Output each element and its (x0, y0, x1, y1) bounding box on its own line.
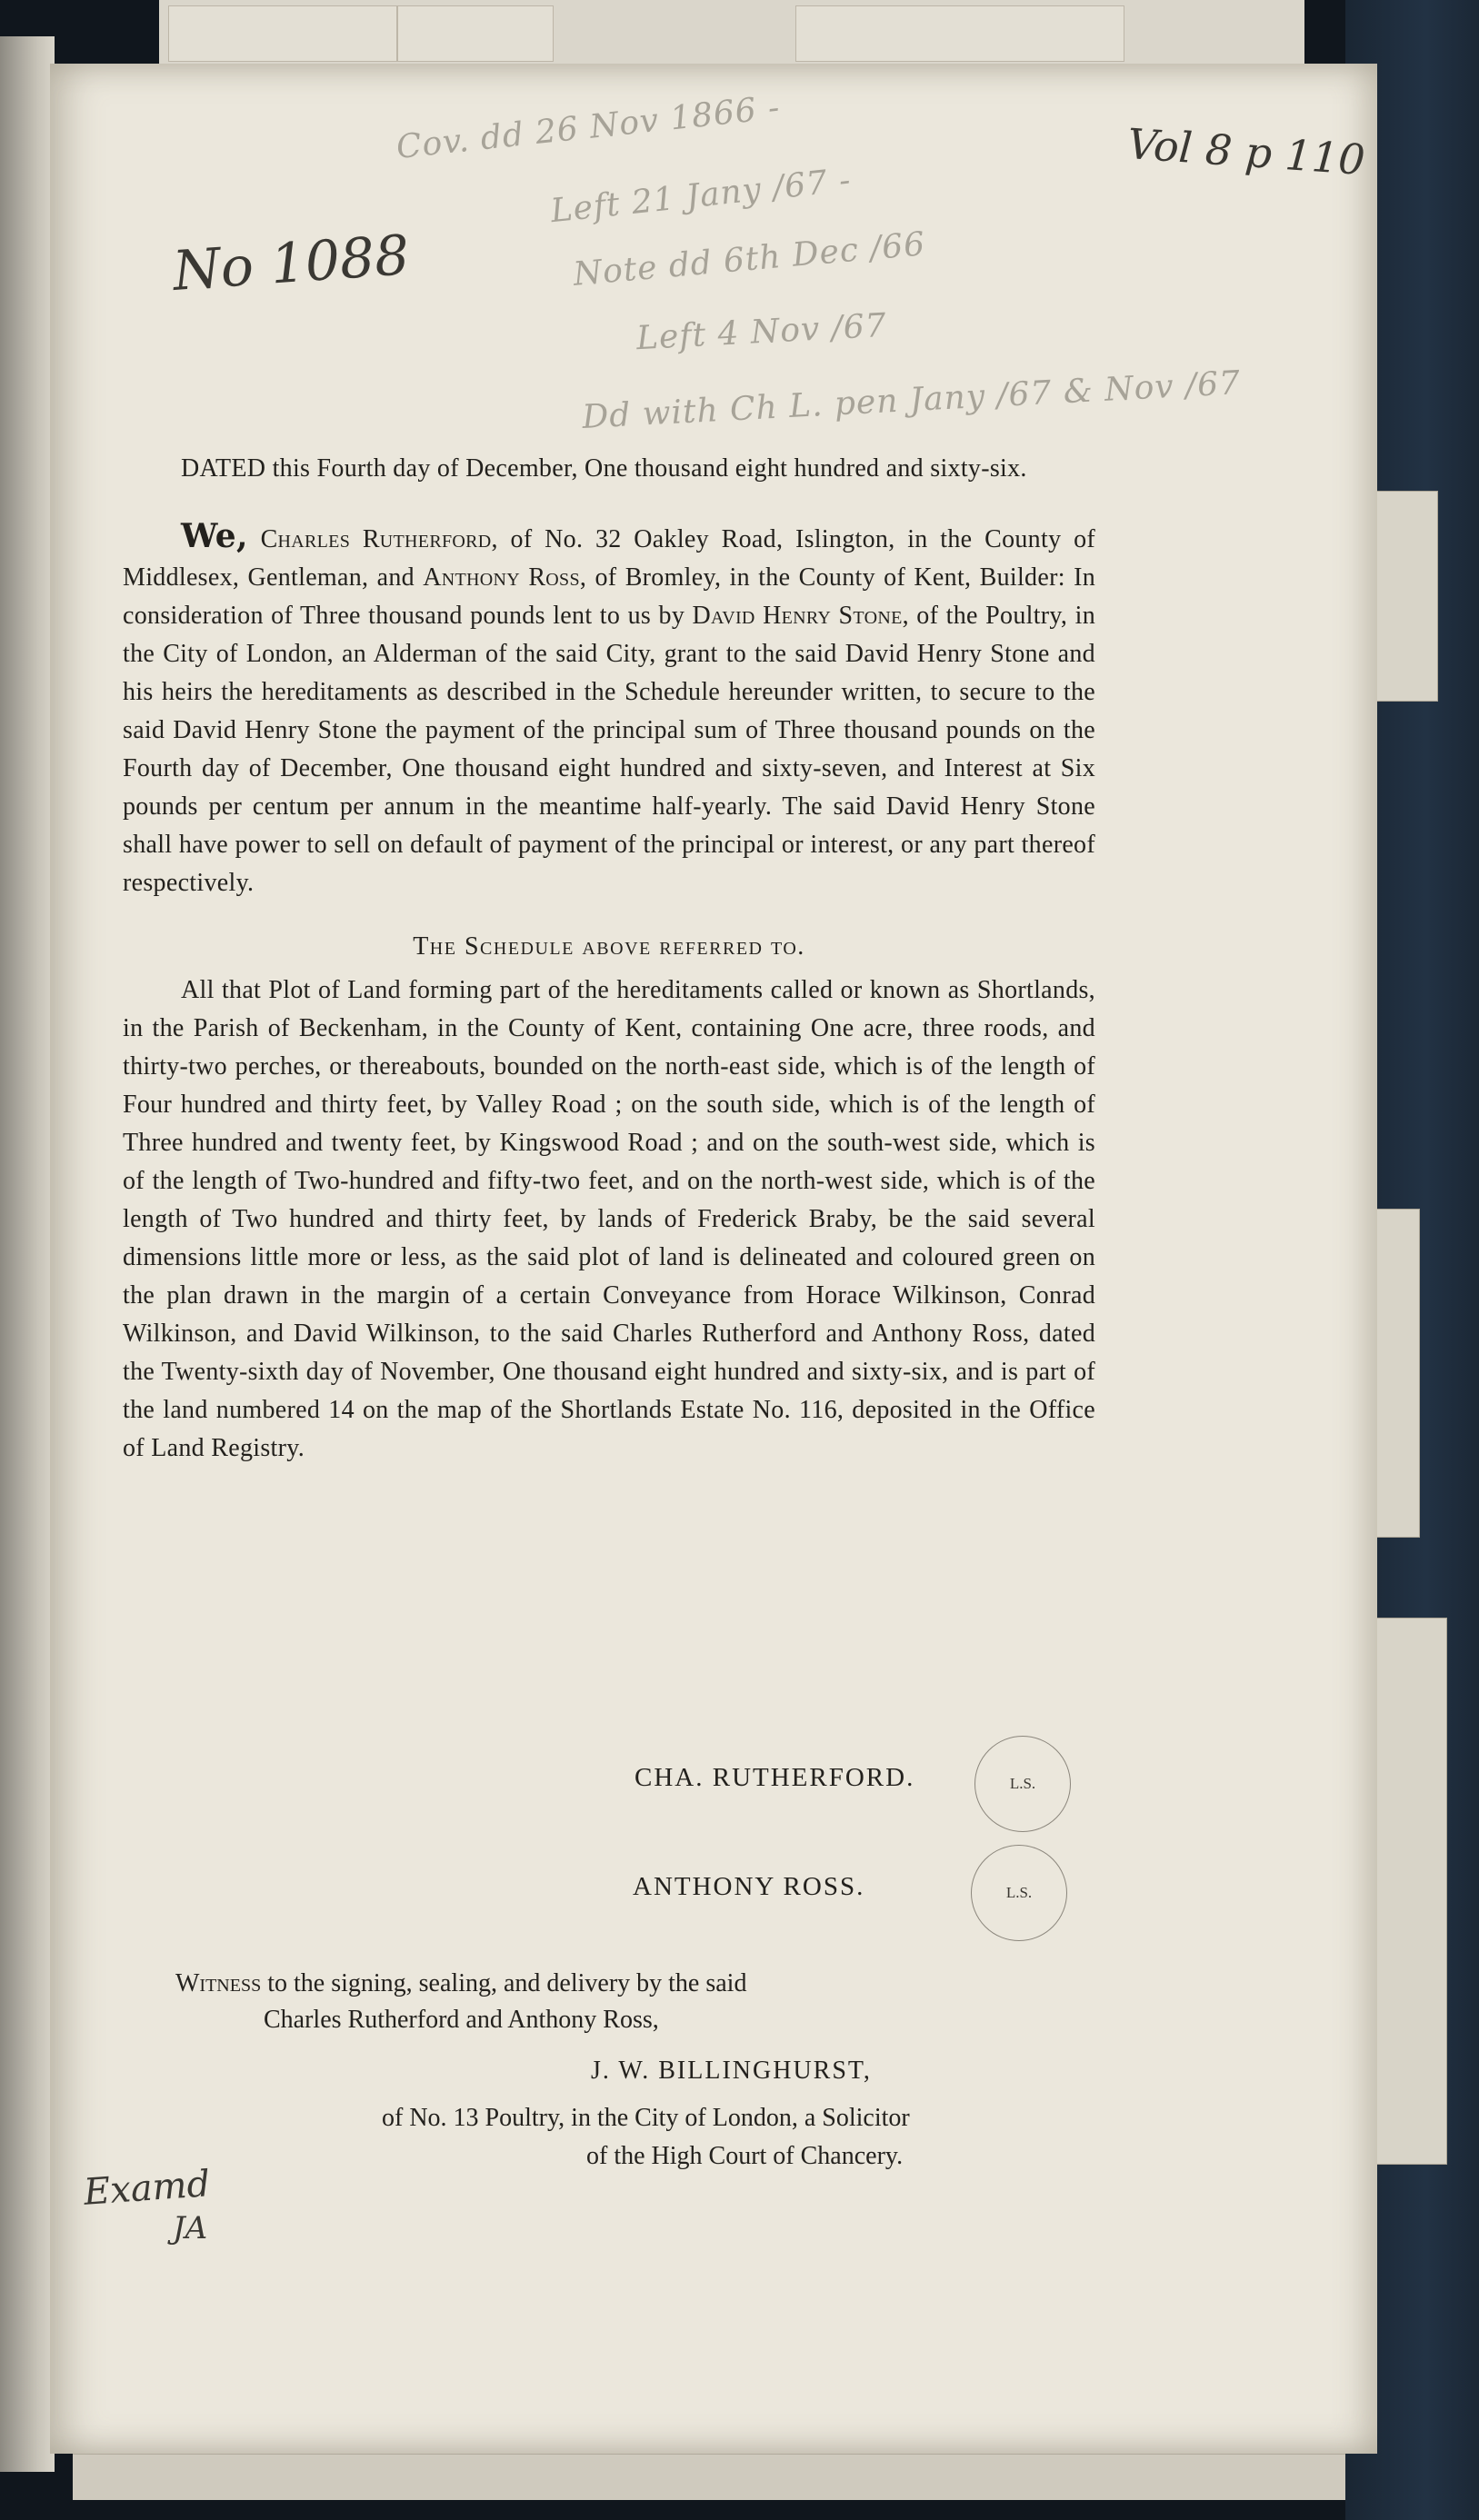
top-tab (168, 5, 397, 62)
examined-initials: JA (173, 2210, 208, 2246)
witness-parties: Charles Rutherford and Anthony Ross, (264, 2006, 659, 2034)
signature-ross: ANTHONY ROSS. (633, 1872, 865, 1901)
page-left-edge (0, 36, 55, 2472)
ref-number-annotation: No 1088 (170, 224, 412, 304)
signature-rutherford: CHA. RUTHERFORD. (635, 1763, 915, 1792)
volume-reference-annotation: Vol 8 p 110 (1125, 118, 1367, 185)
we-initial: We, (181, 517, 248, 555)
party-name: Anthony Ross (423, 563, 580, 592)
grant-text: , of the Poultry, in the City of London, an Alderman of the said City, grant to the said David Henry Stone and his heirs the hereditaments as described in the Schedule hereunder written, to secure to the said David Henry Stone the payment of the principal sum of Three thousand pounds on the Fourth day of December, One thousand eight hundred and sixty-seven, and Interest at Six pounds per centum per annum in the meantime half-yearly. The said David Henry Stone shall have power to sell on default of payment of the principal or interest, or any part thereof respectively. (123, 602, 1095, 897)
witness-text: to the signing, sealing, and delivery by the said (261, 1969, 747, 1997)
pencil-note: Left 21 Jany /67 - (548, 161, 854, 231)
witness-line (175, 1965, 746, 2003)
seal-circle (974, 1736, 1071, 1832)
grant-text: , of No. 32 Oakley Road, Islington, in the County of Middlesex, Gentleman, and (123, 525, 1095, 592)
top-paper-strip (159, 0, 1304, 73)
top-tab (397, 5, 554, 62)
witness-name: J. W. BILLINGHURST, (591, 2057, 872, 2085)
pencil-note: Note dd 6th Dec /66 (571, 225, 927, 294)
deed-text (123, 450, 1095, 1468)
top-tab (795, 5, 1124, 62)
dated-clause: DATED this Fourth day of December, One thousand eight hundred and sixty-six. (181, 454, 1027, 483)
seal-label: L.S. (1009, 1775, 1036, 1792)
seal-label: L.S. (1005, 1884, 1033, 1901)
bottom-paper-strip (73, 2454, 1345, 2500)
pencil-note: Cov. dd 26 Nov 1866 - (395, 88, 783, 167)
pencil-note: Left 4 Nov /67 (635, 306, 888, 358)
grant-clause (123, 517, 1095, 902)
pencil-note: Dd with Ch L. pen Jany /67 & Nov /67 (581, 364, 1242, 436)
witness-address: of the High Court of Chancery. (586, 2142, 904, 2170)
witness-address: of No. 13 Poultry, in the City of London, a Solicitor (382, 2104, 910, 2132)
examined-annotation: Examd (82, 2163, 212, 2214)
party-name: David Henry Stone (692, 602, 903, 630)
schedule-text: All that Plot of Land forming part of the hereditaments called or known as Shortlands, in the Parish of Beckenham, in the County of Kent, containing One acre, three roods, and thirty-two perches, or thereabouts, bounded on the north-east side, which is of the length of Four hundred and thirty feet, by Valley Road ; on the south side, which is of the length of Three hundred and twenty feet, by Kingswood Road ; and on the south-west side, which is of the length of Two-hundred and fifty-two feet, and on the north-west side, which is of the length of Two hundred and thirty feet, by lands of Frederick Braby, be the said several dimensions little more or less, as the said plot of land is delineated and coloured green on the plan drawn in the margin of a certain Conveyance from Horace Wilkinson, Conrad Wilkinson, and David Wilkinson, to the said Charles Rutherford and Anthony Ross, dated the Twenty-sixth day of November, One thousand eight hundred and sixty-six, and is part of the land numbered 14 on the map of the Shortlands Estate No. 116, deposited in the Office of Land Registry. (123, 976, 1095, 1462)
schedule-heading: The Schedule above referred to. (413, 932, 805, 961)
seal-circle (971, 1845, 1067, 1941)
party-name: Charles Rutherford (260, 525, 492, 553)
witness-word: Witness (175, 1969, 262, 1997)
grant-text: , of Bromley, in the County of Kent, Builder: In consideration of Three thousand pounds lent to us by (123, 563, 1096, 630)
